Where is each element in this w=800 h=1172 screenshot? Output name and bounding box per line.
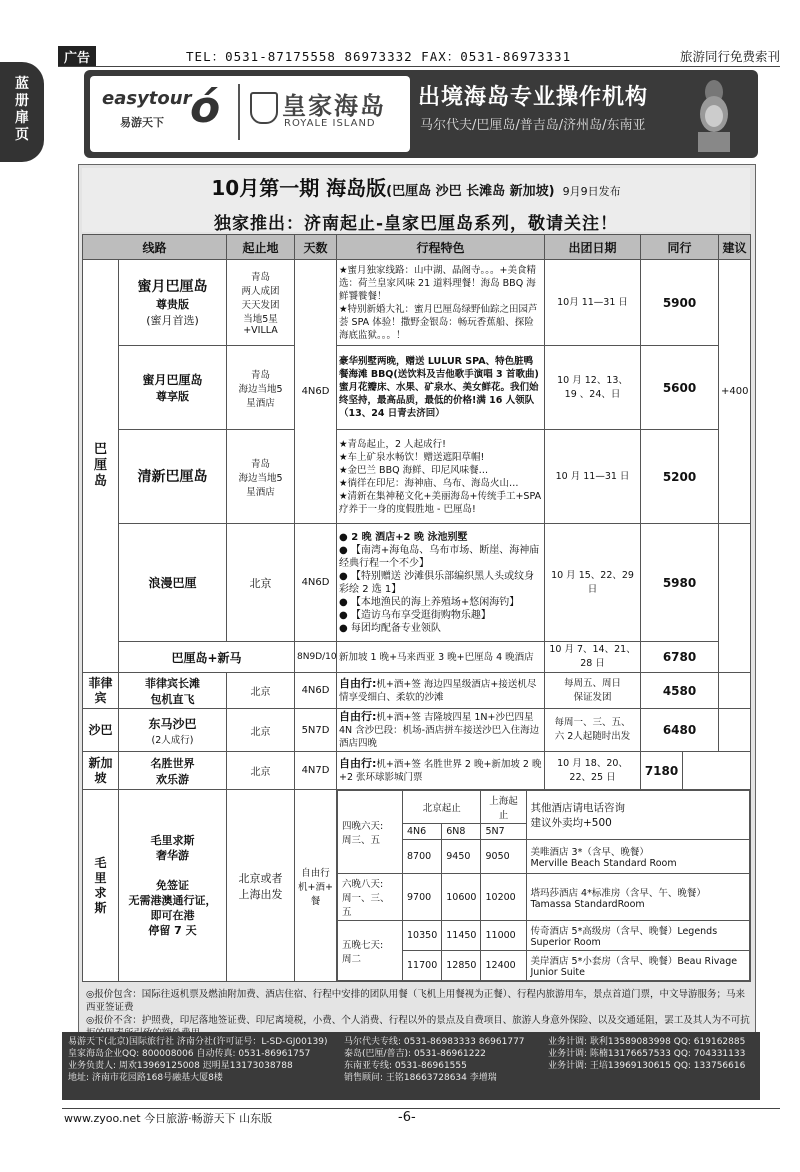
easytour-cn: 易游天下 (120, 116, 164, 129)
grid-col: 5N7 (481, 824, 526, 840)
price: 5600 (641, 346, 719, 430)
logo-divider (238, 84, 240, 140)
route-name: 菲律宾长滩 包机直飞 (119, 673, 227, 709)
issue-title: 10月第一期 海岛版 (211, 176, 387, 200)
start-place: 北京或者 上海出发 (227, 790, 295, 982)
features: 机+酒+签 吉隆坡四星 1N+沙巴四星 4N 含沙巴段：机场-酒店拼车接送沙巴入住海边酒店四晚 (339, 712, 540, 749)
banner-subtitle: 马尔代夫/巴厘岛/普吉岛/济州岛/东南亚 (420, 118, 646, 133)
dates: 10 月 7、14、21、28 日 (545, 642, 641, 673)
grid-price: 12400 (481, 951, 526, 981)
grid-price: 9050 (481, 840, 526, 874)
suggest: +400 (719, 260, 751, 524)
col-suggest: 建议 (719, 235, 751, 260)
features: ★蜜月独家线路：山中湖、晶阁寺。。。+美食精选：荷兰皇家风味 21 道料理餐！海岛 BBQ 海鲜饕餮餐！ ★特别新婚大礼：蜜月巴厘岛绿野仙踪之田园芦荟 SPA 体验！撒野金银岛：畅玩香蕉船、探险海底监狱。。。！ (337, 260, 545, 346)
dates: 10 月 12、13、 19 、24、日 (545, 346, 641, 430)
bullet-item: ● 【造访乌布享受逛街购物乐趣】 (339, 609, 491, 621)
route-name: 巴厘岛+新马 (171, 650, 242, 665)
col-dates: 出团日期 (545, 235, 641, 260)
start-place: 青岛 海边当地5 星酒店 (227, 430, 295, 524)
footer-line: 业务计调: 耿利13589083998 QQ: 619162885 (548, 1037, 746, 1047)
royale-en: ROYALE ISLAND (284, 118, 376, 129)
price: 7180 (641, 752, 683, 790)
cat-singapore: 新加 坡 (83, 752, 119, 790)
side-tab: 蓝册扉页 (0, 62, 44, 162)
grid-price: 8700 (403, 840, 442, 874)
dates: 每周五、周日 保证发团 (545, 673, 641, 709)
logo-box (90, 76, 410, 152)
footer-line: 马尔代夫专线: 0531-86983333 86961777 (344, 1037, 525, 1047)
features (337, 524, 545, 642)
bullet-item: ● 2 晚 酒店+2 晚 泳池别墅 (339, 531, 468, 543)
bottom-divider (62, 1108, 780, 1109)
ad-tag: 广告 (58, 46, 96, 67)
price: 6780 (641, 642, 719, 673)
schedule: 六晚八天: 周一、三、五 (338, 874, 403, 921)
page-number: -6- (398, 1110, 416, 1125)
banner (84, 70, 758, 158)
beijing-header: 北京起止 (403, 791, 481, 824)
grid-col: 4N6 (403, 824, 442, 840)
top-divider (58, 66, 780, 67)
table-header (83, 235, 751, 260)
route-name: 清新巴厘岛 (137, 468, 208, 485)
grid-price: 11450 (442, 921, 481, 951)
cat-sabah: 沙巴 (83, 709, 119, 752)
grid-price: 10350 (403, 921, 442, 951)
route-name: 蜜月巴厘岛 (142, 373, 203, 387)
route-name: 名胜世界 欢乐游 (119, 752, 227, 790)
route-sub: 尊享版 (156, 390, 189, 403)
grid-price: 11700 (403, 951, 442, 981)
other-hotels: 其他酒店请电话咨询 建议外卖均+500 (526, 791, 750, 840)
dates: 10月 11—31 日 (545, 260, 641, 346)
grid-col: 6N8 (442, 824, 481, 840)
dates: 10 月 15、22、29 日 (545, 524, 641, 642)
price: 5900 (641, 260, 719, 346)
price: 5980 (641, 524, 719, 642)
table-row (83, 430, 751, 524)
grid-price: 10200 (481, 874, 526, 921)
route-name: 浪漫巴厘 (148, 576, 197, 590)
mauritius-price-grid (337, 790, 750, 981)
col-days: 天数 (295, 235, 337, 260)
days: 8N9D/10 (295, 642, 337, 673)
hotel: 美岸酒店 5*小套房（含早、晚餐）Beau Rivage Junior Suite (526, 951, 750, 981)
footer-line: 东南亚专线: 0531-86961555 (344, 1061, 467, 1071)
free-travel-label: 自由行: (339, 677, 377, 690)
hotel: 传奇酒店 5*高级房（含早、晚餐）Legends Superior Room (526, 921, 750, 951)
shanghai-header: 上海起止 (481, 791, 526, 824)
easytour-logo: easytour (102, 88, 192, 109)
days: 4N6D (295, 260, 337, 524)
bullet-item: ● 每团均配备专业领队 (339, 622, 441, 634)
days: 4N6D (295, 673, 337, 709)
bullet-item: ● 【本地渔民的海上养殖场+悠闲海钓】 (339, 596, 520, 608)
table-row (83, 346, 751, 430)
table-row (83, 673, 751, 709)
days: 5N7D (295, 709, 337, 752)
cat-philippines: 菲律 宾 (83, 673, 119, 709)
footer-line: 业务计调: 王培13969130615 QQ: 133756616 (548, 1061, 746, 1071)
free-note: 旅游同行免费索刊 (679, 49, 780, 64)
route-sub: 尊贵版 (156, 297, 189, 311)
grid-price: 9700 (403, 874, 442, 921)
route-sub2: (蜜月首选) (146, 313, 199, 327)
price-includes: ◎报价包含：国际往返机票及燃油附加费、酒店住宿、行程中安排的团队用餐（飞机上用餐视为正餐）、行程内旅游用车，景点首道门票，中文导游服务；马来西亚签证费 (86, 989, 746, 1013)
footer-line: 易游天下(北京)国际旅行社 济南分社(许可证号：L-SD-GJ00139) (68, 1037, 328, 1047)
days: 4N7D (295, 752, 337, 790)
issue-date: 9月9日发布 (562, 185, 621, 198)
col-features: 行程特色 (337, 235, 545, 260)
table-row (83, 709, 751, 752)
footer-line: 皇家海岛企业QQ: 800008006 自动传真: 0531-86961757 (68, 1049, 311, 1059)
features: 豪华别墅两晚，赠送 LULUR SPA、特色脏鸭餐海滩 BBQ(送饮料及吉他歌手演唱 3 首歌曲)蜜月花瓣床、水果、矿泉水、美女鲜花。我们始终坚持，最高品质，最低的价格!满 16 人领队（13、24 日青去济回） (337, 346, 545, 430)
free-travel-label: 自由行: (339, 757, 377, 770)
hotel: 美唯酒店 3*（含早、晚餐） Merville Beach Standard Room (526, 840, 750, 874)
bottom-url: www.zyoo.net 今日旅游·畅游天下 山东版 (64, 1112, 273, 1125)
footer-line: 业务负责人: 周欢13969125008 迟明星13173038788 (68, 1061, 293, 1071)
issue-headline: 独家推出：济南起止-皇家巴厘岛系列，敬请关注！ (213, 214, 619, 234)
start-place: 北京 (227, 752, 295, 790)
start-place: 北京 (227, 709, 295, 752)
free-travel-label: 自由行: (339, 710, 377, 723)
col-route: 线路 (83, 235, 227, 260)
grid-price: 9450 (442, 840, 481, 874)
royale-logo: 皇家海岛 (282, 92, 386, 120)
cat-bali: 巴 厘 岛 (83, 260, 119, 673)
shield-icon (250, 92, 278, 124)
price: 4580 (641, 673, 719, 709)
footer-line: 销售顾问: 王铭18663728634 李增瑞 (344, 1073, 497, 1083)
table-row (83, 752, 751, 790)
issue-header (82, 168, 750, 232)
features: 新加坡 1 晚+马来西亚 3 晚+巴厘岛 4 晚酒店 (337, 642, 545, 673)
table-row (83, 260, 751, 346)
route-sub: (2人成行) (151, 734, 194, 746)
buddha-icon (684, 74, 744, 154)
grid-price: 10600 (442, 874, 481, 921)
price-excludes: ◎报价不含：护照费，印尼落地签证费、印尼离境税，小费、个人消费、行程以外的景点及自费项目、旅游人身意外保险、以及交通延阻，罢工及其人为不可抗 (86, 1015, 750, 1026)
footer-line: 业务计调: 陈楠13176657533 QQ: 704331133 (548, 1049, 746, 1059)
features: 机+酒+签 名胜世界 2 晚+新加坡 2 晚+2 张环球影城门票 (339, 759, 542, 783)
table-row (83, 524, 751, 642)
start-place: 北京 (227, 524, 295, 642)
footer-line: 地址: 济南市花园路168号融基大厦8楼 (68, 1073, 223, 1083)
issue-destinations: (巴厘岛 沙巴 长滩岛 新加坡) (386, 184, 555, 199)
bullet-item: ● 【特别赠送 沙滩俱乐部编织黑人头或纹身彩绘 2 选 1】 (339, 570, 535, 595)
schedule: 四晚六天: 周三、五 (338, 791, 403, 874)
tel-fax: TEL：0531-87175558 86973332 FAX：0531-86973331 (186, 49, 572, 64)
table-row (83, 790, 751, 982)
start-place: 北京 (227, 673, 295, 709)
grid-price: 11000 (481, 921, 526, 951)
features: 机+酒+签 海边四星级酒店+接送机尽情享受细白、柔软的沙滩 (339, 679, 537, 703)
col-price: 同行 (641, 235, 719, 260)
price: 5200 (641, 430, 719, 524)
start-place: 青岛 海边当地5 星酒店 (227, 346, 295, 430)
grid-price: 12850 (442, 951, 481, 981)
top-bar (58, 46, 780, 66)
days: 自由行 机+酒+ 餐 (295, 790, 337, 982)
start-place: 青岛 两人成团 天天发团 当地5星 +VILLA (227, 260, 295, 346)
dates: 10 月 18、20、22、25 日 (545, 752, 641, 790)
footer-contacts (62, 1032, 760, 1100)
footer-line: 泰岛(巴厘/普吉): 0531-86961222 (344, 1049, 486, 1059)
route-name: 毛里求斯 奢华游 免签证 无需港澳通行证， 即可在港 停留 7 天 (119, 790, 227, 982)
features: ★青岛起止，2 人起成行! ★车上矿泉水畅饮！赠送遮阳草帽! ★金巴兰 BBQ 海鲜、印尼风味餐… ★徜徉在印尼：海神庙、乌布、海岛火山… ★清新在集神秘文化+美丽海岛+传统手工+SPA 疗养于一身的度假胜地 - 巴厘岛! (337, 430, 545, 524)
schedule: 五晚七天: 周二 (338, 921, 403, 981)
banner-title: 出境海岛专业操作机构 (418, 85, 649, 110)
price-table (82, 234, 751, 982)
route-name: 东马沙巴 (148, 716, 197, 731)
days: 4N6D (295, 524, 337, 642)
route-name: 蜜月巴厘岛 (137, 278, 208, 295)
price: 6480 (641, 709, 719, 752)
bullet-item: ● 【南湾+海龟岛、乌布市场、断崖、海神庙 经典行程一个不少】 (339, 544, 540, 569)
dates: 每周一、三、五、 六 2人起随时出发 (545, 709, 641, 752)
table-row (83, 642, 751, 673)
easytour-mark-icon: ó (190, 82, 221, 133)
cat-mauritius: 毛 里 求 斯 (83, 790, 119, 982)
hotel: 塔玛莎酒店 4*标准房（含早、午、晚餐） Tamassa StandardRoom (526, 874, 750, 921)
col-start: 起止地 (227, 235, 295, 260)
dates: 10 月 11—31 日 (545, 430, 641, 524)
